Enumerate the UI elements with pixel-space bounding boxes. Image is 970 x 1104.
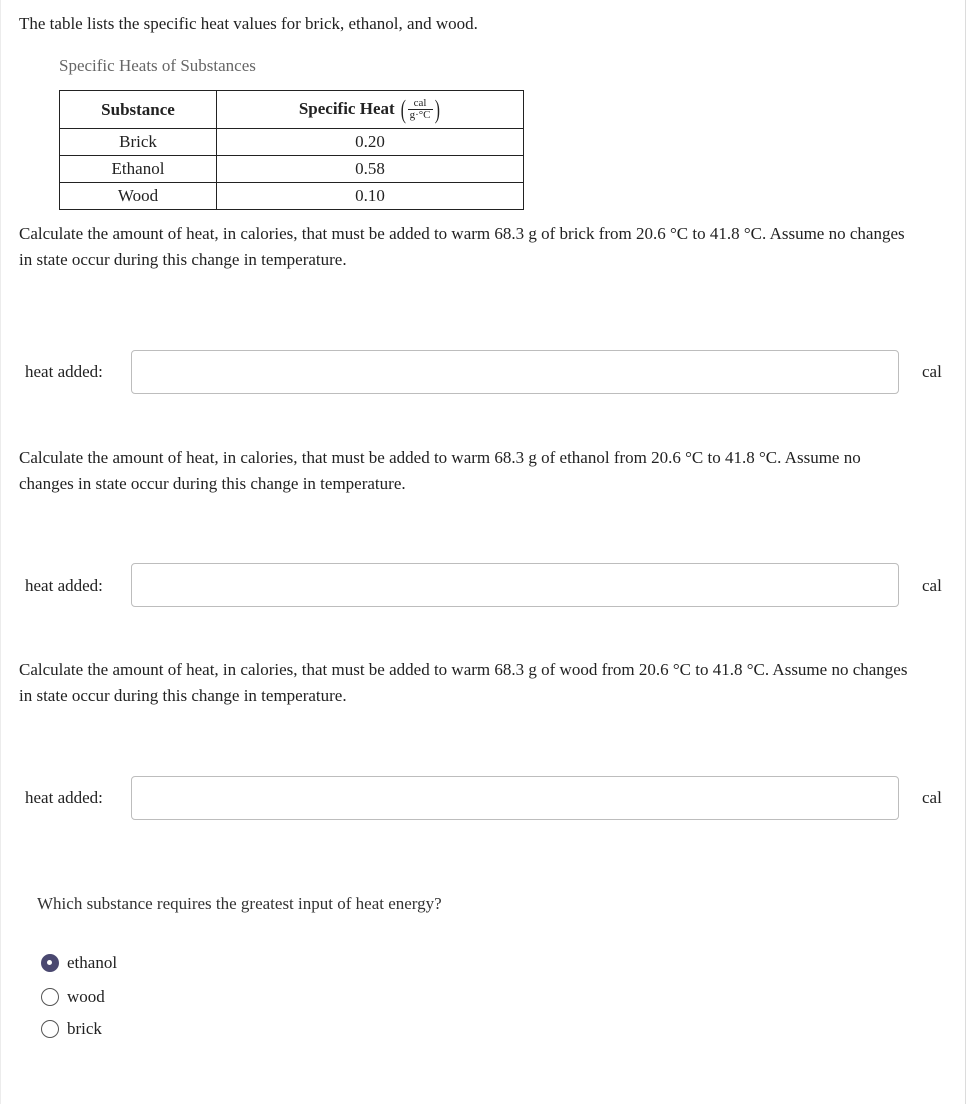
unit-denominator: g·°C bbox=[409, 109, 431, 121]
heat-added-label-brick: heat added: bbox=[25, 362, 103, 381]
specific-heat-cell: 0.58 bbox=[217, 156, 524, 183]
substance-cell: Ethanol bbox=[60, 156, 217, 183]
unit-label-ethanol: cal bbox=[922, 576, 942, 595]
table-row bbox=[60, 129, 524, 156]
question-ethanol-text: Calculate the amount of heat, in calories, that must be added to warm 68.3 g of ethanol from 20.6 °C to 41.8 °C. Assume no changes in state occur during this change in temperature. bbox=[19, 448, 861, 493]
option-wood[interactable] bbox=[41, 986, 105, 1008]
heat-added-label-wood: heat added: bbox=[25, 788, 103, 807]
radio-selected-icon[interactable] bbox=[41, 954, 59, 972]
heat-added-input-brick[interactable] bbox=[131, 350, 899, 394]
heat-added-input-ethanol[interactable] bbox=[131, 563, 899, 607]
question-brick-text: Calculate the amount of heat, in calories, that must be added to warm 68.3 g of brick from 20.6 °C to 41.8 °C. Assume no changes in state occur during this change in temperature. bbox=[19, 224, 905, 269]
unit-numerator: cal bbox=[408, 98, 433, 110]
multiple-choice-prompt: Which substance requires the greatest input of heat energy? bbox=[37, 894, 442, 913]
option-label: ethanol bbox=[67, 953, 118, 972]
specific-heat-table bbox=[59, 90, 524, 210]
substance-header: Substance bbox=[60, 91, 217, 129]
option-ethanol[interactable] bbox=[41, 952, 117, 974]
table-row bbox=[60, 156, 524, 183]
specific-heat-header bbox=[217, 91, 524, 129]
specific-heat-cell: 0.20 bbox=[217, 129, 524, 156]
left-paren: ( bbox=[400, 94, 406, 124]
option-brick[interactable] bbox=[41, 1018, 102, 1040]
unit-label-wood: cal bbox=[922, 788, 942, 807]
right-paren: ) bbox=[434, 94, 440, 124]
radio-unselected-icon[interactable] bbox=[41, 988, 59, 1006]
option-label: wood bbox=[67, 987, 105, 1006]
question-wood-text: Calculate the amount of heat, in calories, that must be added to warm 68.3 g of wood from 20.6 °C to 41.8 °C. Assume no changes in state occur during this change in temperature. bbox=[19, 660, 908, 705]
intro-text: The table lists the specific heat values for brick, ethanol, and wood. bbox=[19, 14, 478, 33]
table-header-row bbox=[60, 91, 524, 129]
heat-added-input-wood[interactable] bbox=[131, 776, 899, 820]
table-row bbox=[60, 183, 524, 210]
heat-added-label-ethanol: heat added: bbox=[25, 576, 103, 595]
unit-fraction bbox=[408, 98, 433, 121]
option-label: brick bbox=[67, 1019, 102, 1038]
specific-heat-cell: 0.10 bbox=[217, 183, 524, 210]
specific-heat-header-label: Specific Heat bbox=[298, 98, 395, 118]
substance-cell: Brick bbox=[60, 129, 217, 156]
substance-cell: Wood bbox=[60, 183, 217, 210]
unit-label-brick: cal bbox=[922, 362, 942, 381]
table-caption: Specific Heats of Substances bbox=[59, 56, 256, 75]
radio-unselected-icon[interactable] bbox=[41, 1020, 59, 1038]
